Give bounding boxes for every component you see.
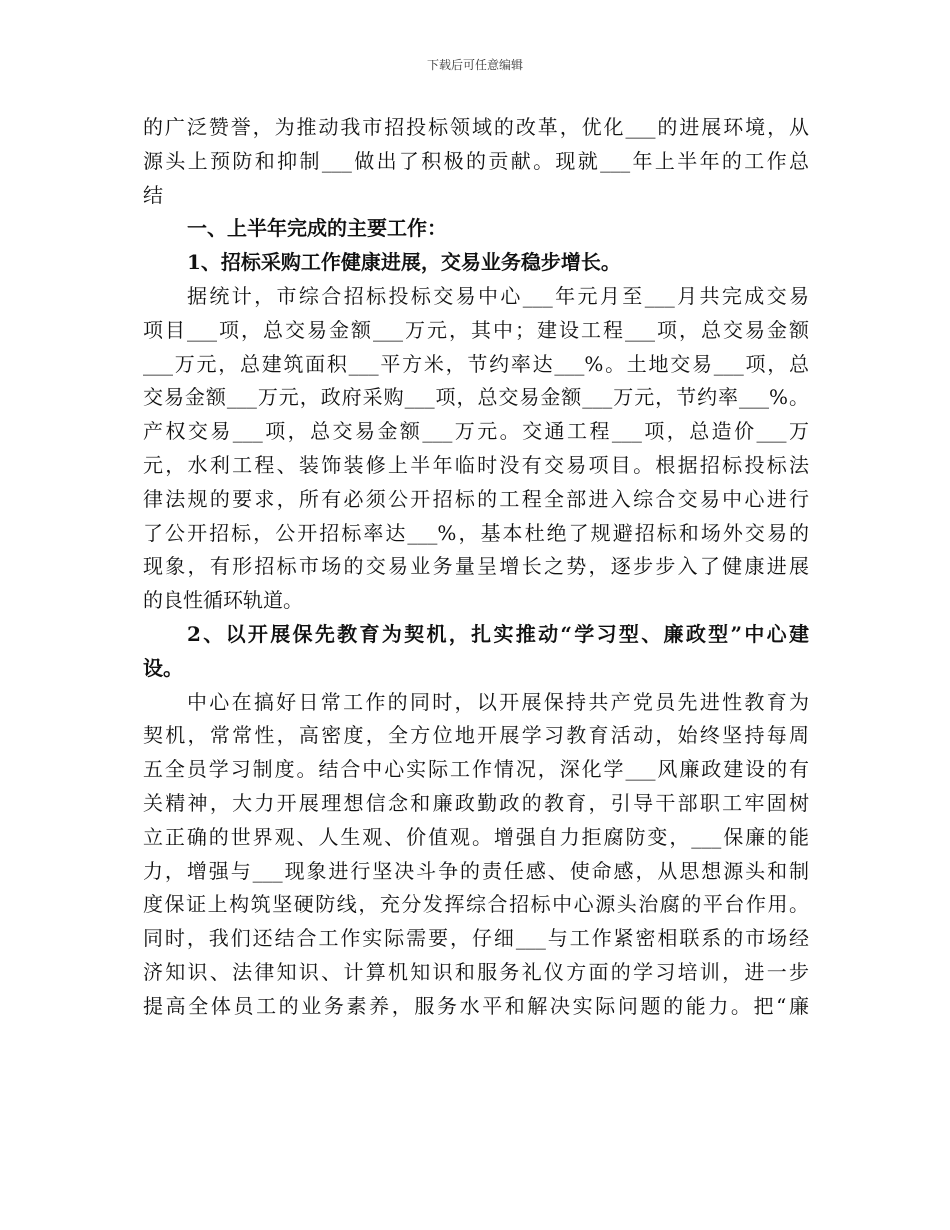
section-heading-line: 1、招标采购工作健康进展，交易业务稳步增长。 bbox=[187, 250, 621, 275]
section-heading-line: 设。 bbox=[143, 655, 183, 680]
section-heading-line: 2、以开展保先教育为契机，扎实推动“学习型、廉政型”中心建 bbox=[187, 621, 809, 646]
paragraph-line: 度保证上构筑坚硬防线，充分发挥综合招标中心源头治腐的平台作用。 bbox=[143, 892, 809, 917]
paragraph-line: 同时，我们还结合工作实际需要，仔细___与工作紧密相联系的市场经 bbox=[143, 926, 809, 951]
paragraph-line: 了公开招标，公开招标率达___%，基本杜绝了规避招标和场外交易的 bbox=[143, 520, 809, 545]
paragraph-line: 交易金额___万元，政府采购___项，总交易金额___万元，节约率___%。 bbox=[143, 385, 809, 410]
paragraph-line: 中心在搞好日常工作的同时，以开展保持共产党员先进性教育为 bbox=[187, 689, 809, 714]
paragraph-line: 五全员学习制度。结合中心实际工作情况，深化学___风廉政建设的有 bbox=[143, 757, 809, 782]
paragraph-line: 现象，有形招标市场的交易业务量呈增长之势，逐步步入了健康进展 bbox=[143, 554, 809, 579]
paragraph-line: 产权交易___项，总交易金额___万元。交通工程___项，总造价___万 bbox=[143, 419, 809, 444]
section-heading-line: 一、上半年完成的主要工作： bbox=[187, 216, 447, 241]
paragraph-line: 济知识、法律知识、计算机知识和服务礼仪方面的学习培训，进一步 bbox=[143, 959, 809, 984]
paragraph-line: 据统计，市综合招标投标交易中心___年元月至___月共完成交易 bbox=[187, 283, 809, 308]
paragraph-line: ___万元，总建筑面积___平方米，节约率达___%。土地交易___项，总 bbox=[143, 351, 809, 376]
paragraph-line: 元，水利工程、装饰装修上半年临时没有交易项目。根据招标投标法 bbox=[143, 452, 809, 477]
paragraph-line: 立正确的世界观、人生观、价值观。增强自力拒腐防变，___保廉的能 bbox=[143, 824, 809, 849]
paragraph-line: 的广泛赞誉，为推动我市招投标领域的改革，优化___的进展环境，从 bbox=[143, 115, 809, 139]
document-body bbox=[143, 111, 809, 1024]
paragraph-line: 结 bbox=[143, 182, 163, 207]
paragraph-line: 律法规的要求，所有必须公开招标的工程全部进入综合交易中心进行 bbox=[143, 486, 809, 511]
paragraph-line: 力，增强与___现象进行坚决斗争的责任感、使命感，从思想源头和制 bbox=[143, 858, 809, 883]
page-header: 下载后可任意编辑 bbox=[426, 58, 523, 72]
paragraph-line: 源头上预防和抑制___做出了积极的贡献。现就___年上半年的工作总 bbox=[143, 148, 809, 173]
paragraph-line: 提高全体员工的业务素养，服务水平和解决实际问题的能力。把“廉 bbox=[143, 993, 809, 1018]
paragraph-line: 的良性循环轨道。 bbox=[143, 588, 303, 613]
paragraph-line: 契机，常常性，高密度，全方位地开展学习教育活动，始终坚持每周 bbox=[143, 723, 809, 748]
paragraph-line: 关精神，大力开展理想信念和廉政勤政的教育，引导干部职工牢固树 bbox=[143, 790, 809, 815]
paragraph-line: 项目___项，总交易金额___万元，其中；建设工程___项，总交易金额 bbox=[143, 317, 809, 342]
